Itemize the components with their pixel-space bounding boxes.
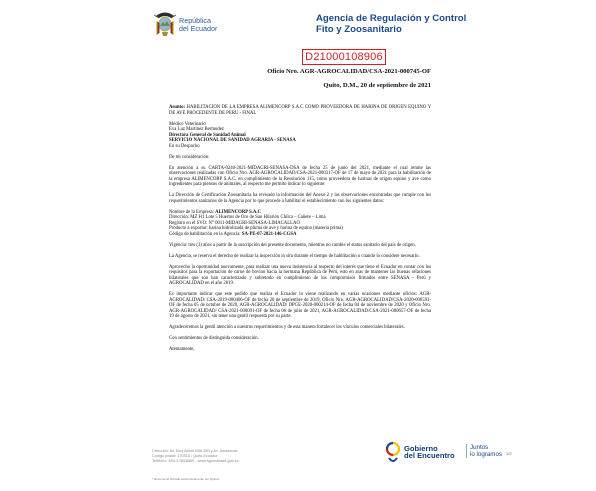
est-product: Producto a exportar: harina hidrolizada de pluma de ave y harina de equino (materia prima) — [169, 226, 343, 231]
recipient-office: En su Despacho — [169, 143, 200, 149]
est-address: Dirección: MZ H1 Lote 5 Huertos de Oro de San Hilarión Chilca – Cañete – Lima — [169, 215, 326, 220]
est-registry: Registro en el SVO: N° 0011-MIDAGRI-SENASA-LIMACALLAO — [169, 220, 300, 226]
recipient-position: Directora General de Sanidad Animal — [169, 132, 246, 138]
oficio-number: Oficio Nro. AGR-AGROCALIDAD/CSA-2021-000745-OF — [267, 68, 431, 75]
agency-name-line-1: Agencia de Regulación y Control — [316, 13, 467, 24]
page-number: 1/2 — [506, 451, 512, 456]
gov-name-line-2: del Ecuador — [179, 24, 218, 33]
agency-name — [316, 13, 467, 35]
juntos-line-1: Juntos — [470, 444, 489, 451]
est-code-value: SA-PE-07-2021-146-CGSA — [241, 231, 297, 237]
est-name-value: ALIMENCORP S.A.C — [215, 209, 261, 215]
footer-address-line: Dirección: Av. Eloy Alfaro N30-350 y Av. Amazonas — [152, 449, 238, 453]
paragraph-6: Es importante indicar que este pedido que realiza el Ecuador lo viene realizando en varias ocasiones mediante oficios: AGR-AGROCALIDAD/ CSA-2019-000406-OF de fecha 20 de septiembre de 2019, Oficio Nro. AGR-AGROCALIDAD/CSA-2020-000593-OF de fecha 05 de octubre de 2020, AGR-AGROCALIDAD/ DPGE-2020-000214-OF de fecha 04 de noviembre de 2020 y Oficio Nro. AGR-AGROCALIDAD/ CSA-2021-000091-OF de fecha 06 de julio de 2021, AGR-AGROCALIDAD/CSA-2021-000657-OF de fecha 19 de agosto de 2021, sin tener una gentil respuesta por su parte. — [169, 292, 431, 319]
document-number: D21000108906 — [305, 51, 383, 63]
paragraph-5: Aprovecho la oportunidad nuevamente, para realizar una nueva insistencia al respecto del interés que tiene el Ecuador en contar con los requisitos para la exportación de carne de bovino hacia la hermana República de Perú, esto en aras de mantener las buenas relaciones bilaterales que son han caracterizado y sobretodo en cumplimiento de los compromisos firmados entre SENASA - Perú y AGROCALIDAD en el año 2019. — [169, 264, 431, 286]
recipient-name: Eva Luz Martinez Bermudez — [169, 127, 224, 132]
document-number-box — [302, 49, 386, 65]
juntos-slogan — [466, 444, 502, 458]
juntos-line-2: lo logramos — [470, 451, 502, 458]
est-code-line — [169, 232, 431, 238]
gobierno-logo — [383, 440, 463, 466]
recipient-title: Médico Veterinario — [169, 121, 206, 127]
coat-of-arms-icon — [152, 9, 178, 39]
gobierno-mark-icon — [383, 440, 403, 466]
sign-off: Atentamente, — [169, 347, 195, 352]
letter-body — [169, 105, 431, 353]
paragraph-2: La Dirección de Certificación Zoosanitaria ha revisado la información del Anexo 2 y las observaciones encontradas que cumple con los requerimientos sanitarios de la Agencia por lo que procede a habilitar el establecimiento con los siguientes datos: — [169, 193, 431, 204]
gov-name — [179, 17, 217, 33]
paragraph-7: Agradeceremos la gentil atención a nuestros requerimientos y de esta manera fortalecer los vínculos comerciales bilaterales. — [169, 325, 405, 330]
footer-address — [152, 449, 239, 464]
gobierno-line-1: Gobierno — [404, 444, 438, 453]
footnote: * Documento firmado electrónicamente por Quipux — [152, 477, 220, 481]
est-name-label: Nombre de la Empresa: — [169, 209, 214, 215]
paragraph-4: La Agencia, se reserva el derecho de realizar la inspección in situ durante el tiempo de habilitación o cuando lo considere necesario. — [169, 253, 420, 259]
recipient-organization: SERVICIO NACIONAL DE SANIDAD AGRARIA - SENASA — [169, 138, 296, 143]
ecuador-logo — [152, 9, 228, 39]
recipient-block — [169, 122, 431, 150]
est-code-label: Código de habilitación en la Agencia: — [169, 231, 241, 237]
footer-postal-code: Código postal: 170518 / Quito-Ecuador — [152, 454, 218, 458]
paragraph-1: En atención a su CARTA-0240-2021-MIDAGRI-SENASA-DSA de fecha 25 de junio del 2021, mediante el cual remite las observaciones realizadas con Oficio Nro. AGR-AGROCALIDAD/CSA-2021-000317-OF de 17 de mayo de 2021 para la habilitación de la empresa ALIMENCORP S.A.C. en cumplimiento de la Resolución 115, como proveedora de harinas de origen equino y ave como ingredientes para piensos de animales, al respecto me permito indicar lo siguiente: — [169, 165, 431, 187]
footer-phone: Teléfono: 593-2-3828860 - www.agrocalidad.gob.ec — [152, 459, 239, 463]
gobierno-text — [404, 445, 455, 460]
greeting: De mi consideración: — [169, 154, 210, 160]
letter-date: Quito, D.M., 20 de septiembre de 2021 — [323, 82, 431, 89]
gov-name-line-1: República — [179, 16, 211, 25]
establishment-details — [169, 210, 431, 238]
subject-line — [169, 105, 431, 116]
subject-label: Asunto: — [169, 105, 186, 110]
subject-text: HABILITACION DE LA EMPRESA ALIMENCORP S.A.C COMO PROVEEDORA DE HARINA DE ORIGEN EQUINO Y DE AVE PROCEDENTE DE PERU - FINAL — [169, 105, 432, 116]
closing-line: Con sentimientos de distinguida consideración. — [169, 336, 259, 341]
agency-name-line-2: Fito y Zoosanitario — [316, 24, 402, 35]
paragraph-3: Vigencia: tres (3) años a partir de la suscripción del presente documento, mientras no cambie el status sanitario del país de origen. — [169, 242, 416, 248]
gobierno-line-2: del Encuentro — [404, 451, 455, 461]
